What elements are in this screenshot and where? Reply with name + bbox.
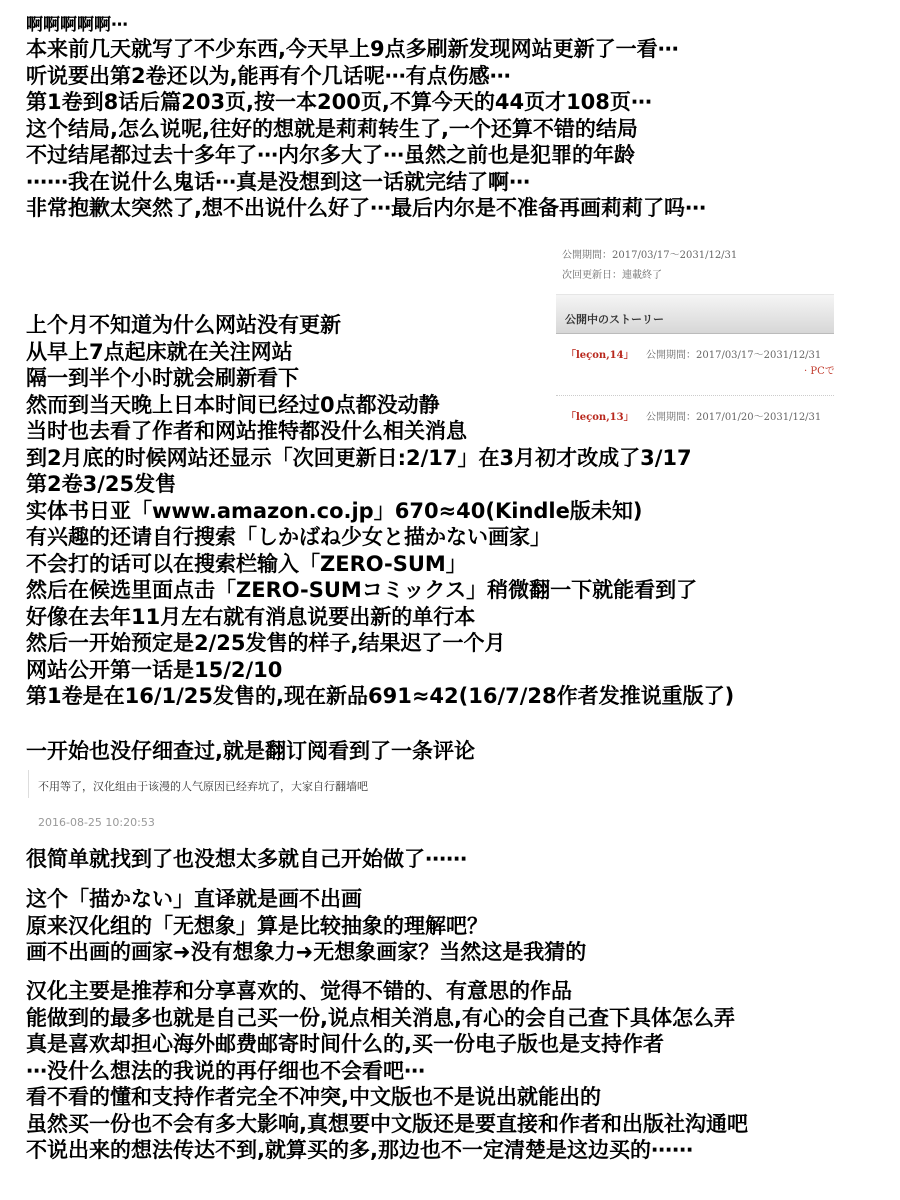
paragraph-block-2 xyxy=(26,312,734,710)
text-line: 第1卷到8话后篇203页,按一本200页,不算今天的44页才108页⋯ xyxy=(26,90,652,114)
text-line: 能做到的最多也就是自己买一份,说点相关消息,有心的会自己查下具体怎么弄 xyxy=(26,1005,735,1030)
text-line: 不会打的话可以在搜索栏输入「ZERO-SUM」 xyxy=(26,551,467,576)
text-line: 看不看的懂和支持作者完全不冲突,中文版也不是说出就能出的 xyxy=(26,1085,601,1109)
text-line: 好像在去年11月左右就有消息说要出新的单行本 xyxy=(26,604,476,629)
text-line: 本来前几天就写了不少东西,今天早上9点多刷新发现网站更新了一看⋯ xyxy=(26,37,679,61)
text-line: 有兴趣的还请自行搜索「しかばね少女と描かない画家」 xyxy=(26,525,551,549)
review-line: 一开始也没仔细查过,就是翻订阅看到了一条评论 xyxy=(26,739,475,763)
paragraph-block-3 xyxy=(26,886,586,966)
site-meta xyxy=(562,246,737,286)
text-line: 到2月底的时候网站还显示「次回更新日:2/17」在3月初才改成了3/17 xyxy=(26,445,692,470)
text-line: 原来汉化组的「无想象」算是比较抽象的理解吧？ xyxy=(26,913,488,938)
text-line: ⋯没什么想法的我说的再仔细也不会看吧⋯ xyxy=(26,1058,425,1083)
text-line: 第2卷3/25发售 xyxy=(26,472,177,496)
text-line: 然而到当天晚上日本时间已经过0点都没动静 xyxy=(26,392,440,417)
text-line: ⋯⋯我在说什么鬼话⋯真是没想到这一话就完结了啊⋯ xyxy=(26,169,530,194)
site-next-update: 次回更新日：連載終了 xyxy=(562,270,662,281)
text-line: 然后一开始预定是2/25发售的样子,结果迟了一个月 xyxy=(26,631,506,655)
paragraph-block-1 xyxy=(26,14,706,222)
story-dates: 公開期間：2017/01/20〜2031/12/31 xyxy=(646,412,822,423)
site-period: 公開期間：2017/03/17〜2031/12/31 xyxy=(562,250,738,261)
text-line: 真是喜欢却担心海外邮费邮寄时间什么的,买一份电子版也是支持作者 xyxy=(26,1032,664,1056)
found-line: 很简单就找到了也没想太多就自己开始做了⋯⋯ xyxy=(26,847,467,871)
text-line: 实体书日亚「www.amazon.co.jp」670≈40(Kindle版未知) xyxy=(26,498,643,523)
story-dates: 公開期間：2017/03/17〜2031/12/31 xyxy=(646,350,822,361)
text-line: 不说出来的想法传达不到,就算买的多,那边也不一定清楚是这边买的⋯⋯ xyxy=(26,1138,693,1162)
text-line: 网站公开第一话是15/2/10 xyxy=(26,657,283,682)
text-line: 听说要出第2卷还以为,能再有个几话呢⋯有点伤感⋯ xyxy=(26,63,511,88)
text-line: 汉化主要是推荐和分享喜欢的、觉得不错的、有意思的作品 xyxy=(26,979,572,1003)
text-line: 这个「描かない」直译就是画不出画 xyxy=(26,887,362,911)
text-line: 虽然买一份也不会有多大影响,真想要中文版还是要直接和作者和出版社沟通吧 xyxy=(26,1111,748,1136)
text-line: 第1卷是在16/1/25发售的,现在新品691≈42(16/7/28作者发推说重版了) xyxy=(26,684,735,708)
paragraph-block-4 xyxy=(26,978,748,1164)
text-line: 上个月不知道为什么网站没有更新 xyxy=(26,313,341,337)
text-line: 画不出画的画家➜没有想象力➜无想象画家？当然这是我猜的 xyxy=(26,940,587,964)
comment-timestamp: 2016-08-25 10:20:53 xyxy=(38,816,155,829)
story-episode[interactable]: 「leçon,14」 xyxy=(566,350,634,361)
comment-text: 不用等了，汉化组由于该漫的人气原因已经弃坑了，大家自行翻墙吧 xyxy=(38,780,368,793)
pc-link[interactable]: · PCで xyxy=(804,366,835,377)
text-line: 啊啊啊啊啊⋯ xyxy=(26,15,128,35)
text-line: 这个结局,怎么说呢,往好的想就是莉莉转生了,一个还算不错的结局 xyxy=(26,116,638,141)
text-line: 非常抱歉太突然了,想不出说什么好了⋯最后内尔是不准备再画莉莉了吗⋯ xyxy=(26,196,706,220)
text-line: 然后在候选里面点击「ZERO-SUMコミックス」稍微翻一下就能看到了 xyxy=(26,578,698,602)
site-section-title: 公開中のストーリー xyxy=(565,313,664,326)
story-episode[interactable]: 「leçon,13」 xyxy=(566,412,634,423)
text-line: 从早上7点起床就在关注网站 xyxy=(26,339,293,364)
text-line: 不过结尾都过去十多年了⋯内尔多大了⋯虽然之前也是犯罪的年龄 xyxy=(26,143,635,167)
text-line: 当时也去看了作者和网站推特都没什么相关消息 xyxy=(26,419,467,443)
text-line: 隔一到半个小时就会刷新看下 xyxy=(26,366,299,390)
